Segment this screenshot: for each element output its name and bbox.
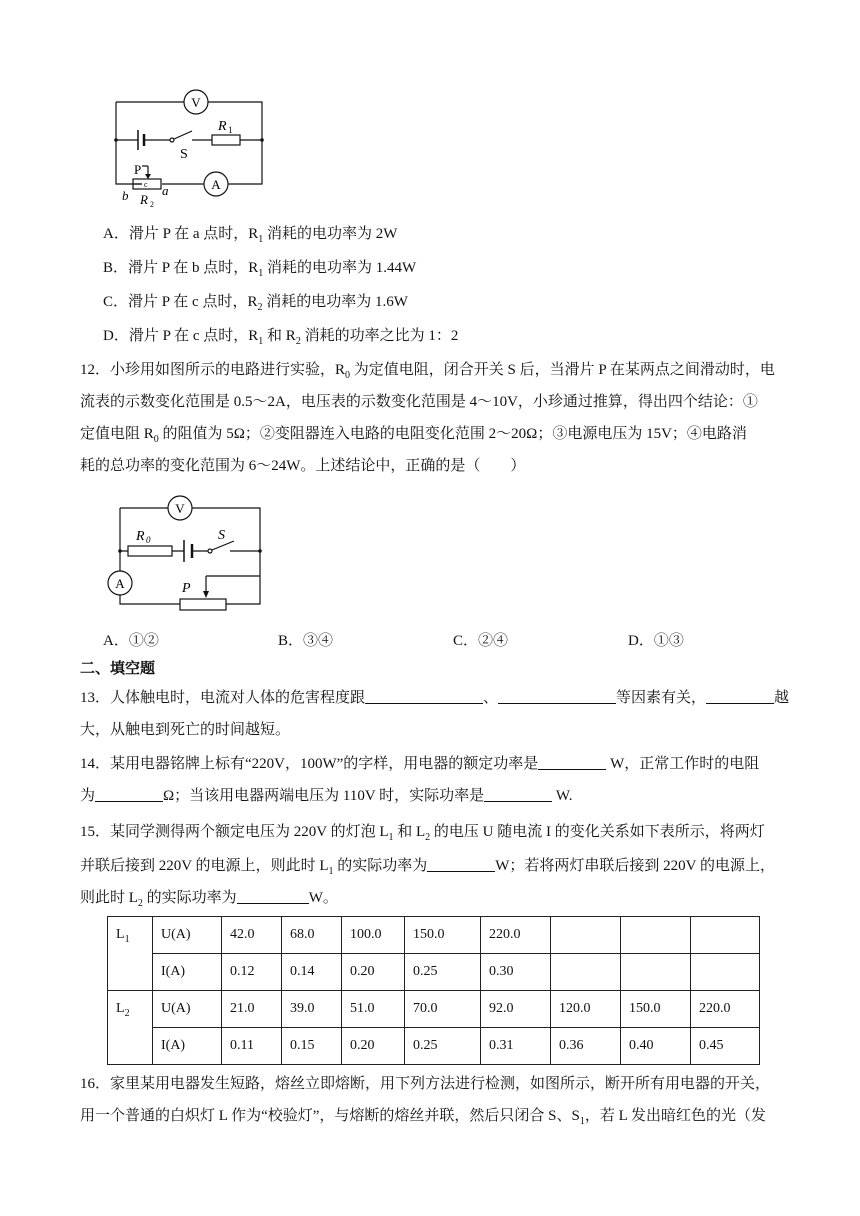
table-cell: 120.0 <box>551 991 621 1028</box>
q12-option-b: B．③④ <box>278 633 334 649</box>
answer-blank[interactable] <box>484 785 552 802</box>
table-cell: 220.0 <box>691 991 760 1028</box>
table-cell: 51.0 <box>342 991 405 1028</box>
table-cell: 0.25 <box>405 1028 481 1065</box>
answer-blank[interactable] <box>706 687 774 704</box>
r2-label: R <box>140 192 148 207</box>
circuit-diagram-q12 <box>100 492 270 618</box>
circuit-diagram-q11 <box>100 88 270 210</box>
q15-line-1: 15．某同学测得两个额定电压为 220V 的灯泡 $L_1$ 和 $L_2$ 的电压 U 随电流 I 的变化关系如下表所示，将两灯 <box>80 824 765 843</box>
q12-option-a: A．①② <box>103 633 159 649</box>
r0-label: R <box>136 529 145 544</box>
q12-line-4: 耗的总功率的变化范围为 6～24W。上述结论中，正确的是（ ） <box>80 458 526 474</box>
answer-blank[interactable] <box>365 687 483 704</box>
table-cell: I(A) <box>153 954 222 991</box>
q11-option-b: B．滑片 P 在 b 点时，$R_1$ 消耗的电功率为 1.44W <box>103 260 417 279</box>
table-cell: 0.31 <box>481 1028 551 1065</box>
table-cell: I(A) <box>153 1028 222 1065</box>
q16-line-1: 16．家里某用电器发生短路，熔丝立即熔断，用下列方法进行检测，如图所示，断开所有用电器的开关， <box>80 1076 771 1092</box>
r1-sub: 1 <box>228 125 233 135</box>
q15-line-2: 并联后接到 220V 的电源上，则此时 $L_1$ 的实际功率为 W；若将两灯串联后接到 220V 的电源上， <box>80 852 820 886</box>
q12-option-d: D．①③ <box>628 633 684 649</box>
ammeter-label: A <box>211 177 221 192</box>
voltmeter-label: V <box>191 95 201 110</box>
answer-blank[interactable] <box>427 855 495 872</box>
table-cell: 0.45 <box>691 1028 760 1065</box>
q12-option-c: C．②④ <box>453 633 509 649</box>
answer-blank[interactable] <box>95 785 163 802</box>
q14-line-1: 14．某用电器铭牌上标有“220V，100W”的字样，用电器的额定功率是 W，正常工作时的电阻 <box>80 750 820 778</box>
q14-line-2: 为 Ω；当该用电器两端电压为 110V 时，实际功率是 W. <box>80 782 820 810</box>
table-cell: 0.15 <box>282 1028 342 1065</box>
table-cell: 150.0 <box>405 917 481 954</box>
lamp-l2-label: $L_2$ <box>108 991 153 1065</box>
point-c-label: c <box>144 180 148 189</box>
table-cell: 0.40 <box>621 1028 691 1065</box>
switch-label: S <box>180 147 188 162</box>
r0-sub: 0 <box>146 535 151 545</box>
r1-label: R <box>218 119 227 134</box>
table-cell <box>691 954 760 991</box>
slider-p-label: P <box>134 162 142 177</box>
voltmeter-label-2: V <box>175 501 185 516</box>
data-table <box>107 916 760 1065</box>
q12-line-1: 12．小珍用如图所示的电路进行实验，$R_0$ 为定值电阻，闭合开关 S 后，当滑片 P 在某两点之间滑动时，电 <box>80 362 775 381</box>
table-cell: 0.20 <box>342 954 405 991</box>
table-cell <box>621 917 691 954</box>
table-cell <box>551 917 621 954</box>
q11-option-c: C．滑片 P 在 c 点时，$R_2$ 消耗的电功率为 1.6W <box>103 294 408 313</box>
table-cell <box>621 954 691 991</box>
q11-option-a: A．滑片 P 在 a 点时，$R_1$ 消耗的电功率为 2W <box>103 226 398 245</box>
lamp-l1-label: $L_1$ <box>108 917 153 991</box>
section-heading: 二、填空题 <box>80 659 156 677</box>
table-row <box>108 954 760 991</box>
table-cell: 42.0 <box>222 917 282 954</box>
q13-line-1: 13．人体触电时，电流对人体的危害程度跟 、 等因素有关， 越 <box>80 684 820 712</box>
table-cell: 21.0 <box>222 991 282 1028</box>
q16-line-2: 用一个普通的白炽灯 L 作为“校验灯”，与熔断的熔丝并联，然后只闭合 S、$S_1$，若 L 发出暗红色的光（发 <box>80 1108 766 1127</box>
table-cell: 0.20 <box>342 1028 405 1065</box>
q15-line-3: 则此时 $L_2$ 的实际功率为 W。 <box>80 884 820 918</box>
table-cell <box>691 917 760 954</box>
table-cell: 150.0 <box>621 991 691 1028</box>
table-cell: 0.30 <box>481 954 551 991</box>
table-row <box>108 991 760 1028</box>
answer-blank[interactable] <box>498 687 616 704</box>
table-cell: U(A) <box>153 991 222 1028</box>
table-cell: 100.0 <box>342 917 405 954</box>
point-b-label: b <box>122 188 129 203</box>
q12-line-3: 定值电阻 $R_0$ 的阻值为 5Ω；②变阻器连入电路的电阻变化范围 2～20Ω；③电源电压为 15V；④电路消 <box>80 426 747 445</box>
table-cell: 0.11 <box>222 1028 282 1065</box>
table-cell: 0.12 <box>222 954 282 991</box>
table-cell: 0.36 <box>551 1028 621 1065</box>
point-a-label: a <box>162 183 169 198</box>
table-cell: 220.0 <box>481 917 551 954</box>
table-cell: 70.0 <box>405 991 481 1028</box>
table-cell: 92.0 <box>481 991 551 1028</box>
table-row <box>108 1028 760 1065</box>
table-cell <box>551 954 621 991</box>
q13-line-2: 大，从触电到死亡的时间越短。 <box>80 722 291 738</box>
q11-option-d: D．滑片 P 在 c 点时，$R_1$ 和 $R_2$ 消耗的功率之比为 1：2 <box>103 328 459 347</box>
answer-blank[interactable] <box>237 887 309 904</box>
table-cell: 68.0 <box>282 917 342 954</box>
table-cell: 39.0 <box>282 991 342 1028</box>
table-row <box>108 917 760 954</box>
table-cell: U(A) <box>153 917 222 954</box>
slider-p-label-2: P <box>182 581 191 596</box>
r2-sub: 2 <box>150 200 154 209</box>
answer-blank[interactable] <box>538 753 606 770</box>
q12-line-2: 流表的示数变化范围是 0.5～2A，电压表的示数变化范围是 4～10V，小珍通过推算，得出四个结论：① <box>80 394 758 410</box>
switch-label-2: S <box>218 528 225 543</box>
table-cell: 0.25 <box>405 954 481 991</box>
table-cell: 0.14 <box>282 954 342 991</box>
ammeter-label-2: A <box>115 576 125 591</box>
